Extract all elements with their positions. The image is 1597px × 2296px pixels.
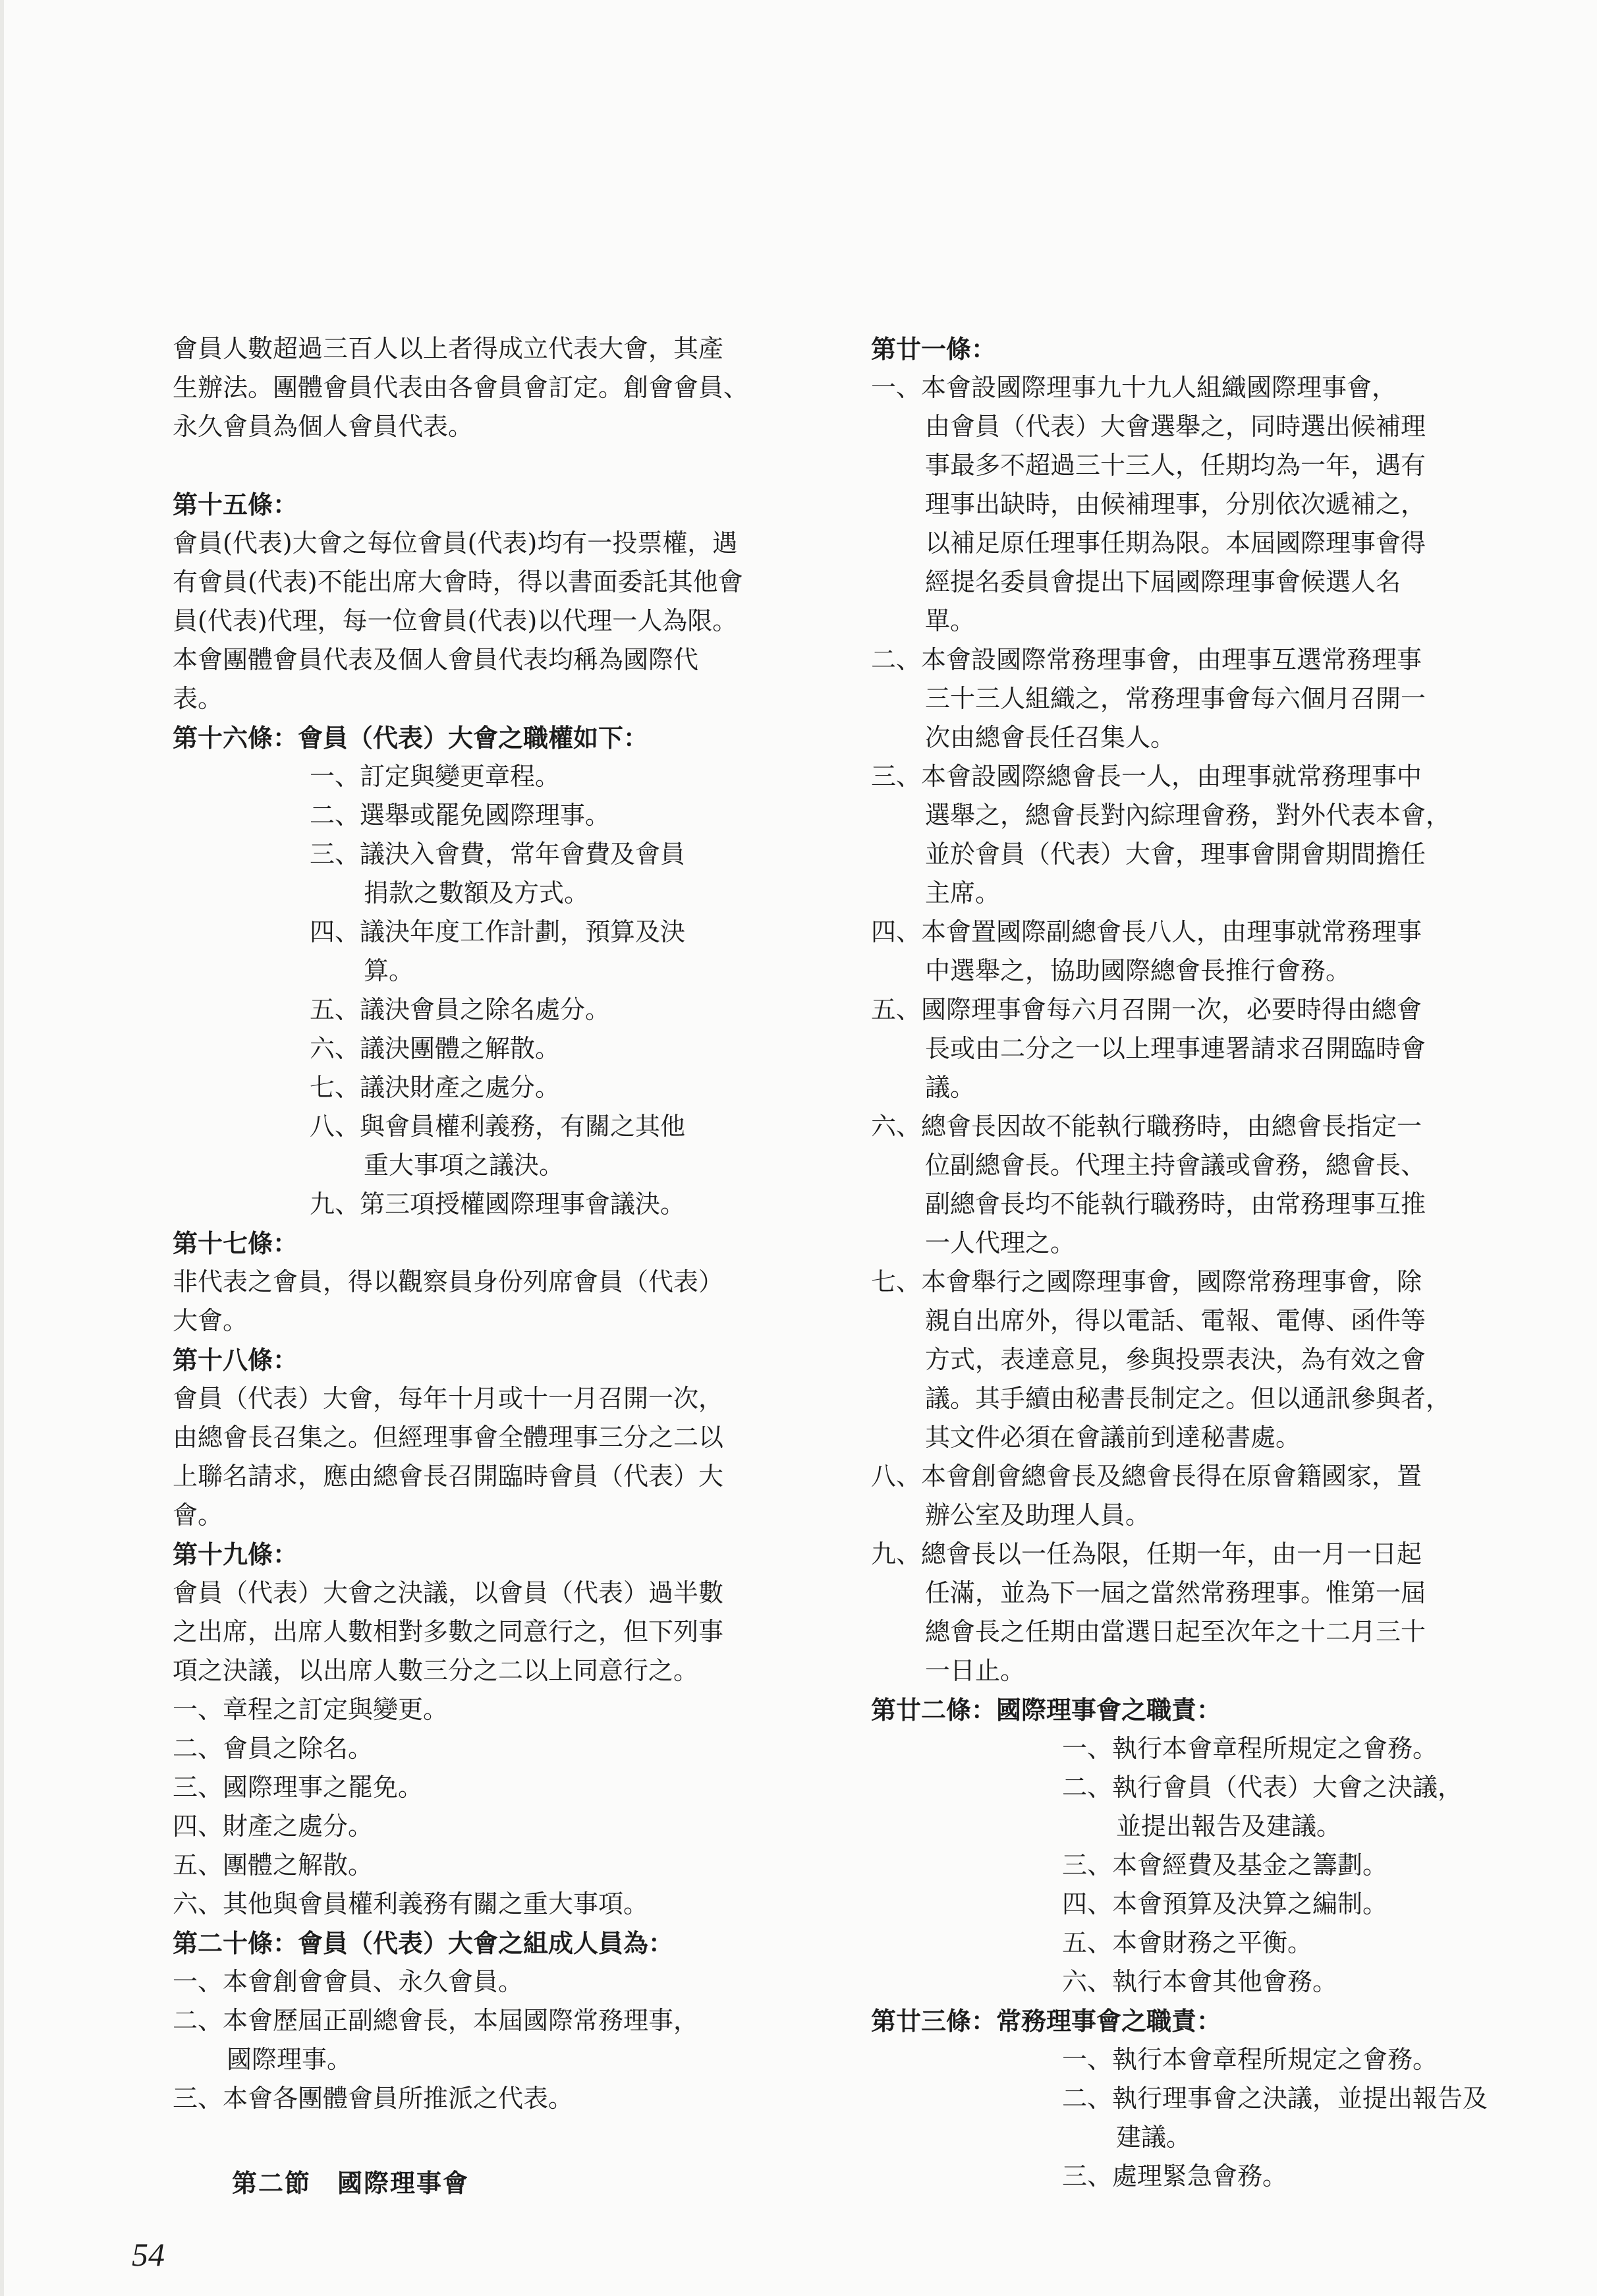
text-line: 五、國際理事會每六月召開一次，必要時得由總會 xyxy=(871,995,1422,1024)
page-edge xyxy=(0,0,4,2296)
text-line: 會。 xyxy=(173,1501,223,1530)
text-line: 會員（代表）大會，每年十月或十一月召開一次， xyxy=(173,1384,724,1413)
text-line: 八、與會員權利義務，有關之其他 xyxy=(310,1112,686,1141)
text-line: 三十三人組織之，常務理事會每六個月召開一 xyxy=(925,684,1426,713)
paragraph-gap xyxy=(173,446,805,485)
text-line: 九、總會長以一任為限，任期一年，由一月一日起 xyxy=(871,1539,1422,1568)
text-line: 二、本會設國際常務理事會，由理事互選常務理事 xyxy=(871,645,1422,674)
text-line: 六、總會長因故不能執行職務時，由總會長指定一 xyxy=(871,1112,1422,1141)
text-line: 理事出缺時，由候補理事，分別依次遞補之， xyxy=(925,490,1426,519)
text-line: 一、執行本會章程所規定之會務。 xyxy=(1062,1734,1438,1763)
text-line: 位副總會長。代理主持會議或會務，總會長、 xyxy=(925,1151,1426,1180)
right-column xyxy=(871,330,1497,2196)
text-line: 二、選舉或罷免國際理事。 xyxy=(310,801,611,830)
text-line: 中選舉之，協助國際總會長推行會務。 xyxy=(925,956,1351,985)
left-column xyxy=(173,330,805,2118)
text-line: 本會團體會員代表及個人會員代表均稱為國際代 xyxy=(173,645,699,674)
text-line: 三、議決入會費，常年會費及會員 xyxy=(310,840,686,869)
text-line: 議。其手續由秘書長制定之。但以通訊參與者， xyxy=(925,1384,1451,1413)
text-line: 並提出報告及建議。 xyxy=(1116,1812,1342,1841)
text-line: 其文件必須在會議前到達秘書處。 xyxy=(925,1423,1301,1452)
text-line: 三、本會各團體會員所推派之代表。 xyxy=(173,2084,574,2113)
text-line: 重大事項之議決。 xyxy=(364,1151,565,1180)
text-line: 四、財產之處分。 xyxy=(173,1812,374,1841)
article-heading: 第二十條：會員（代表）大會之組成人員為： xyxy=(173,1928,674,1958)
text-line: 五、議決會員之除名處分。 xyxy=(310,995,611,1024)
text-line: 長或由二分之一以上理事連署請求召開臨時會 xyxy=(925,1034,1426,1063)
article-heading: 第十八條： xyxy=(173,1345,298,1375)
text-line: 方式，表達意見，參與投票表決，為有效之會 xyxy=(925,1345,1426,1374)
text-line: 以補足原任理事任期為限。本屆國際理事會得 xyxy=(925,529,1426,558)
text-line: 五、本會財務之平衡。 xyxy=(1062,1928,1313,1957)
text-line: 非代表之會員，得以觀察員身份列席會員（代表） xyxy=(173,1267,724,1296)
text-line: 辦公室及助理人員。 xyxy=(925,1501,1151,1530)
text-line: 三、處理緊急會務。 xyxy=(1062,2162,1288,2191)
text-line: 由會員（代表）大會選舉之，同時選出候補理 xyxy=(925,412,1426,441)
text-line: 總會長之任期由當選日起至次年之十二月三十 xyxy=(925,1617,1426,1646)
text-line: 主席。 xyxy=(925,878,1001,907)
text-line: 六、議決團體之解散。 xyxy=(310,1034,561,1063)
text-line: 表。 xyxy=(173,684,223,713)
text-line: 單。 xyxy=(925,606,976,635)
text-line: 親自出席外，得以電話、電報、電傳、函件等 xyxy=(925,1306,1426,1335)
text-line: 上聯名請求，應由總會長召開臨時會員（代表）大 xyxy=(173,1462,724,1491)
text-line: 四、本會置國際副總會長八人，由理事就常務理事 xyxy=(871,917,1422,946)
text-line: 捐款之數額及方式。 xyxy=(364,878,590,907)
text-line: 一、執行本會章程所規定之會務。 xyxy=(1062,2045,1438,2074)
text-line: 一、本會設國際理事九十九人組織國際理事會， xyxy=(871,373,1397,402)
text-line: 三、國際理事之罷免。 xyxy=(173,1773,424,1802)
text-line: 會員（代表）大會之決議，以會員（代表）過半數 xyxy=(173,1578,724,1607)
text-line: 一、訂定與變更章程。 xyxy=(310,762,561,791)
text-line: 國際理事。 xyxy=(227,2045,352,2074)
text-line: 三、本會經費及基金之籌劃。 xyxy=(1062,1851,1388,1880)
text-line: 二、執行理事會之決議，並提出報告及 xyxy=(1062,2084,1488,2113)
text-line: 任滿，並為下一屆之當然常務理事。惟第一屆 xyxy=(925,1578,1426,1607)
text-line: 選舉之，總會長對內綜理會務，對外代表本會， xyxy=(925,801,1451,830)
text-line: 由總會長召集之。但經理事會全體理事三分之二以 xyxy=(173,1423,724,1452)
text-line: 經提名委員會提出下屆國際理事會候選人名 xyxy=(925,567,1401,596)
text-line: 算。 xyxy=(364,956,414,985)
text-line: 會員人數超過三百人以上者得成立代表大會，其產 xyxy=(173,334,724,363)
text-line: 並於會員（代表）大會，理事會開會期間擔任 xyxy=(925,840,1426,869)
article-heading: 第廿三條：常務理事會之職責： xyxy=(871,2006,1222,2036)
text-line: 一、本會創會會員、永久會員。 xyxy=(173,1967,524,1996)
text-line: 永久會員為個人會員代表。 xyxy=(173,412,474,441)
text-line: 副總會長均不能執行職務時，由常務理事互推 xyxy=(925,1190,1426,1219)
text-line: 一、章程之訂定與變更。 xyxy=(173,1695,449,1724)
text-line: 二、本會歷屆正副總會長，本屆國際常務理事， xyxy=(173,2006,699,2035)
text-line: 之出席，出席人數相對多數之同意行之，但下列事 xyxy=(173,1617,724,1646)
text-line: 六、其他與會員權利義務有關之重大事項。 xyxy=(173,1889,649,1918)
text-line: 五、團體之解散。 xyxy=(173,1851,374,1880)
text-line: 二、執行會員（代表）大會之決議， xyxy=(1062,1773,1463,1802)
text-line: 三、本會設國際總會長一人，由理事就常務理事中 xyxy=(871,762,1422,791)
article-heading: 第廿二條：國際理事會之職責： xyxy=(871,1695,1222,1725)
text-line: 建議。 xyxy=(1116,2123,1192,2152)
text-line: 生辦法。團體會員代表由各會員會訂定。創會會員、 xyxy=(173,373,749,402)
article-heading: 第廿一條： xyxy=(871,334,997,364)
text-line: 有會員(代表)不能出席大會時，得以書面委託其他會 xyxy=(173,567,743,596)
text-line: 員(代表)代理，每一位會員(代表)以代理一人為限。 xyxy=(173,606,738,635)
text-line: 八、本會創會總會長及總會長得在原會籍國家，置 xyxy=(871,1462,1422,1491)
text-line: 次由總會長任召集人。 xyxy=(925,723,1176,752)
text-line: 事最多不超過三十三人，任期均為一年，遇有 xyxy=(925,451,1426,480)
text-line: 會員(代表)大會之每位會員(代表)均有一投票權，遇 xyxy=(173,529,738,558)
text-line: 一人代理之。 xyxy=(925,1228,1076,1257)
text-line: 四、議決年度工作計劃，預算及決 xyxy=(310,917,686,946)
section-heading: 第二節 國際理事會 xyxy=(232,2168,470,2198)
text-line: 四、本會預算及決算之編制。 xyxy=(1062,1889,1388,1918)
text-line: 大會。 xyxy=(173,1306,248,1335)
text-line: 二、會員之除名。 xyxy=(173,1734,374,1763)
text-line: 七、議決財產之處分。 xyxy=(310,1073,561,1102)
article-heading: 第十七條： xyxy=(173,1228,298,1258)
article-heading: 第十五條： xyxy=(173,490,298,519)
text-line: 九、第三項授權國際理事會議決。 xyxy=(310,1190,686,1219)
page-number: 54 xyxy=(132,2236,165,2273)
text-line: 項之決議，以出席人數三分之二以上同意行之。 xyxy=(173,1656,699,1685)
text-line: 六、執行本會其他會務。 xyxy=(1062,1967,1338,1996)
text-line: 一日止。 xyxy=(925,1656,1026,1685)
text-line: 七、本會舉行之國際理事會，國際常務理事會，除 xyxy=(871,1267,1422,1296)
article-heading: 第十九條： xyxy=(173,1539,298,1569)
article-heading: 第十六條：會員（代表）大會之職權如下： xyxy=(173,723,649,753)
text-line: 議。 xyxy=(925,1073,976,1102)
